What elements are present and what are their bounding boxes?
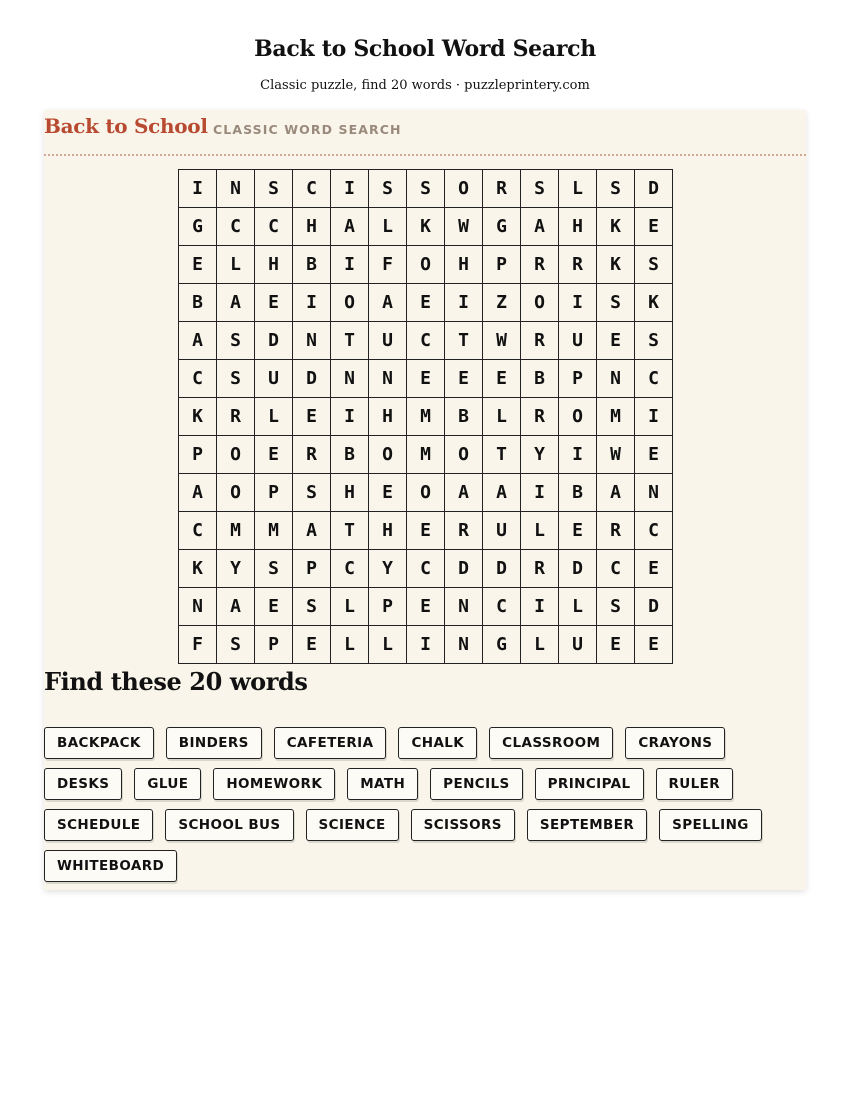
grid-cell[interactable]: R bbox=[217, 398, 255, 436]
grid-cell[interactable]: S bbox=[635, 322, 673, 360]
word-list-heading: Find these 20 words bbox=[44, 667, 308, 696]
grid-cell[interactable]: I bbox=[521, 474, 559, 512]
grid-cell[interactable]: D bbox=[293, 360, 331, 398]
grid-cell[interactable]: A bbox=[217, 284, 255, 322]
grid-cell[interactable]: Y bbox=[369, 550, 407, 588]
grid-cell[interactable]: N bbox=[597, 360, 635, 398]
grid-cell[interactable]: I bbox=[445, 284, 483, 322]
grid-cell[interactable]: I bbox=[331, 246, 369, 284]
grid-cell[interactable]: E bbox=[635, 626, 673, 664]
grid-cell[interactable]: N bbox=[445, 588, 483, 626]
word-chip[interactable]: CRAYONS bbox=[625, 727, 725, 759]
grid-cell[interactable]: E bbox=[293, 398, 331, 436]
grid-cell[interactable]: Z bbox=[483, 284, 521, 322]
grid-cell[interactable]: N bbox=[217, 170, 255, 208]
grid-cell[interactable]: L bbox=[217, 246, 255, 284]
grid-cell[interactable]: O bbox=[445, 170, 483, 208]
grid-cell[interactable]: C bbox=[331, 550, 369, 588]
grid-cell[interactable]: I bbox=[559, 436, 597, 474]
grid-cell[interactable]: A bbox=[179, 474, 217, 512]
grid-cell[interactable]: Y bbox=[521, 436, 559, 474]
grid-cell[interactable]: U bbox=[369, 322, 407, 360]
word-chip[interactable]: PRINCIPAL bbox=[535, 768, 644, 800]
word-chip[interactable]: RULER bbox=[656, 768, 734, 800]
grid-cell[interactable]: W bbox=[597, 436, 635, 474]
grid-cell[interactable]: S bbox=[217, 626, 255, 664]
grid-cell[interactable]: M bbox=[255, 512, 293, 550]
grid-cell[interactable]: E bbox=[407, 588, 445, 626]
grid-cell[interactable]: C bbox=[293, 170, 331, 208]
grid-cell[interactable]: D bbox=[483, 550, 521, 588]
grid-cell[interactable]: G bbox=[179, 208, 217, 246]
grid-cell[interactable]: S bbox=[217, 360, 255, 398]
grid-cell[interactable]: A bbox=[369, 284, 407, 322]
grid-cell[interactable]: U bbox=[559, 626, 597, 664]
grid-cell[interactable]: E bbox=[407, 284, 445, 322]
grid-cell[interactable]: S bbox=[255, 550, 293, 588]
grid-cell[interactable]: R bbox=[483, 170, 521, 208]
grid-cell[interactable]: L bbox=[559, 170, 597, 208]
grid-cell[interactable]: U bbox=[559, 322, 597, 360]
grid-cell[interactable]: S bbox=[369, 170, 407, 208]
grid-cell[interactable]: E bbox=[255, 588, 293, 626]
grid-cell[interactable]: O bbox=[445, 436, 483, 474]
grid-cell[interactable]: R bbox=[521, 322, 559, 360]
grid-cell[interactable]: O bbox=[217, 474, 255, 512]
grid-cell[interactable]: G bbox=[483, 626, 521, 664]
grid-cell[interactable]: C bbox=[483, 588, 521, 626]
grid-cell[interactable]: L bbox=[331, 588, 369, 626]
grid-cell[interactable]: D bbox=[635, 588, 673, 626]
puzzle-type-tag: CLASSIC WORD SEARCH bbox=[213, 122, 402, 137]
grid-cell[interactable]: R bbox=[521, 398, 559, 436]
grid-cell[interactable]: H bbox=[331, 474, 369, 512]
grid-cell[interactable]: M bbox=[407, 436, 445, 474]
word-chip[interactable]: SCIENCE bbox=[306, 809, 399, 841]
grid-cell[interactable]: L bbox=[331, 626, 369, 664]
grid-cell[interactable]: L bbox=[559, 588, 597, 626]
grid-cell[interactable]: I bbox=[331, 170, 369, 208]
puzzle-card bbox=[44, 110, 806, 890]
grid-cell[interactable]: P bbox=[255, 474, 293, 512]
word-chip[interactable]: CLASSROOM bbox=[489, 727, 613, 759]
word-chip[interactable]: MATH bbox=[347, 768, 418, 800]
page-title: Back to School Word Search bbox=[254, 36, 596, 62]
grid-cell[interactable]: R bbox=[559, 246, 597, 284]
grid-cell[interactable]: A bbox=[521, 208, 559, 246]
grid-cell[interactable]: L bbox=[521, 626, 559, 664]
word-chip[interactable]: SCHEDULE bbox=[44, 809, 153, 841]
grid-cell[interactable]: W bbox=[445, 208, 483, 246]
grid-cell[interactable]: U bbox=[255, 360, 293, 398]
grid-cell[interactable]: C bbox=[179, 360, 217, 398]
grid-cell[interactable]: B bbox=[521, 360, 559, 398]
grid-cell[interactable]: C bbox=[597, 550, 635, 588]
grid-cell[interactable]: P bbox=[369, 588, 407, 626]
grid-cell[interactable]: R bbox=[293, 436, 331, 474]
grid-cell[interactable]: E bbox=[635, 550, 673, 588]
grid-cell[interactable]: Y bbox=[217, 550, 255, 588]
grid-cell[interactable]: H bbox=[559, 208, 597, 246]
word-chip[interactable]: CAFETERIA bbox=[274, 727, 387, 759]
grid-cell[interactable]: S bbox=[217, 322, 255, 360]
grid-cell[interactable]: I bbox=[635, 398, 673, 436]
grid-cell[interactable]: E bbox=[635, 208, 673, 246]
grid-cell[interactable]: P bbox=[255, 626, 293, 664]
grid-cell[interactable]: S bbox=[255, 170, 293, 208]
word-chip[interactable]: BINDERS bbox=[166, 727, 262, 759]
grid-cell[interactable]: I bbox=[179, 170, 217, 208]
grid-cell[interactable]: N bbox=[179, 588, 217, 626]
grid-cell[interactable]: B bbox=[445, 398, 483, 436]
grid-cell[interactable]: B bbox=[331, 436, 369, 474]
grid-cell[interactable]: P bbox=[179, 436, 217, 474]
grid-cell[interactable]: E bbox=[293, 626, 331, 664]
grid-cell[interactable]: B bbox=[179, 284, 217, 322]
grid-cell[interactable]: L bbox=[369, 626, 407, 664]
card-header bbox=[44, 110, 806, 156]
grid-cell[interactable]: S bbox=[407, 170, 445, 208]
grid-cell[interactable]: K bbox=[179, 550, 217, 588]
grid-cell[interactable]: O bbox=[217, 436, 255, 474]
grid-cell[interactable]: H bbox=[369, 512, 407, 550]
grid-cell[interactable]: T bbox=[331, 512, 369, 550]
grid-cell[interactable]: R bbox=[521, 246, 559, 284]
word-chip[interactable]: GLUE bbox=[134, 768, 201, 800]
word-chip[interactable]: CHALK bbox=[398, 727, 477, 759]
grid-cell[interactable]: N bbox=[369, 360, 407, 398]
grid-cell[interactable]: T bbox=[445, 322, 483, 360]
grid-cell[interactable]: C bbox=[407, 322, 445, 360]
grid-cell[interactable]: F bbox=[369, 246, 407, 284]
word-chip[interactable]: DESKS bbox=[44, 768, 122, 800]
word-chip[interactable]: SCHOOL BUS bbox=[165, 809, 293, 841]
grid-cell[interactable]: S bbox=[597, 170, 635, 208]
word-chip[interactable]: SCISSORS bbox=[411, 809, 515, 841]
grid-cell[interactable]: I bbox=[407, 626, 445, 664]
grid-cell[interactable]: I bbox=[331, 398, 369, 436]
grid-cell[interactable]: W bbox=[483, 322, 521, 360]
grid-cell[interactable]: S bbox=[597, 588, 635, 626]
grid-cell[interactable]: S bbox=[293, 474, 331, 512]
grid-cell[interactable]: L bbox=[521, 512, 559, 550]
word-chip[interactable]: SEPTEMBER bbox=[527, 809, 647, 841]
grid-cell[interactable]: C bbox=[635, 512, 673, 550]
grid-cell[interactable]: B bbox=[293, 246, 331, 284]
grid-cell[interactable]: M bbox=[597, 398, 635, 436]
grid-cell[interactable]: I bbox=[521, 588, 559, 626]
word-chip[interactable]: WHITEBOARD bbox=[44, 850, 177, 882]
word-list bbox=[44, 727, 806, 882]
grid-cell[interactable]: A bbox=[483, 474, 521, 512]
grid-cell[interactable]: I bbox=[559, 284, 597, 322]
grid-cell[interactable]: E bbox=[179, 246, 217, 284]
grid-cell[interactable]: P bbox=[293, 550, 331, 588]
grid-cell[interactable]: L bbox=[255, 398, 293, 436]
grid-cell[interactable]: L bbox=[369, 208, 407, 246]
grid-cell[interactable]: N bbox=[445, 626, 483, 664]
grid-cell[interactable]: L bbox=[483, 398, 521, 436]
grid-cell[interactable]: O bbox=[331, 284, 369, 322]
grid-cell[interactable]: K bbox=[597, 246, 635, 284]
grid-cell[interactable]: E bbox=[445, 360, 483, 398]
grid-cell[interactable]: C bbox=[635, 360, 673, 398]
grid-cell[interactable]: E bbox=[255, 284, 293, 322]
grid-cell[interactable]: P bbox=[559, 360, 597, 398]
grid-cell[interactable]: N bbox=[331, 360, 369, 398]
grid-cell[interactable]: E bbox=[559, 512, 597, 550]
word-chip[interactable]: HOMEWORK bbox=[213, 768, 335, 800]
grid-cell[interactable]: K bbox=[597, 208, 635, 246]
grid-cell[interactable]: U bbox=[483, 512, 521, 550]
grid-cell[interactable]: C bbox=[407, 550, 445, 588]
grid-cell[interactable]: R bbox=[521, 550, 559, 588]
grid-cell[interactable]: F bbox=[179, 626, 217, 664]
grid-cell[interactable]: E bbox=[597, 322, 635, 360]
grid-cell[interactable]: C bbox=[179, 512, 217, 550]
grid-cell[interactable]: T bbox=[483, 436, 521, 474]
grid-cell[interactable]: S bbox=[597, 284, 635, 322]
grid-cell[interactable]: P bbox=[483, 246, 521, 284]
grid-cell[interactable]: N bbox=[293, 322, 331, 360]
grid-cell[interactable]: O bbox=[559, 398, 597, 436]
word-chip[interactable]: SPELLING bbox=[659, 809, 762, 841]
grid-cell[interactable]: R bbox=[597, 512, 635, 550]
grid-cell[interactable]: G bbox=[483, 208, 521, 246]
grid-cell[interactable]: O bbox=[407, 474, 445, 512]
grid-cell[interactable]: A bbox=[445, 474, 483, 512]
grid-cell[interactable]: E bbox=[407, 360, 445, 398]
grid-cell[interactable]: C bbox=[217, 208, 255, 246]
grid-cell[interactable]: D bbox=[635, 170, 673, 208]
grid-cell[interactable]: O bbox=[521, 284, 559, 322]
page-subtitle: Classic puzzle, find 20 words · puzzleprintery.com bbox=[260, 78, 590, 93]
grid-cell[interactable]: I bbox=[293, 284, 331, 322]
grid-cell[interactable]: A bbox=[179, 322, 217, 360]
grid-cell[interactable]: E bbox=[635, 436, 673, 474]
letter-grid bbox=[178, 169, 673, 664]
grid-cell[interactable]: E bbox=[255, 436, 293, 474]
grid-cell[interactable]: R bbox=[445, 512, 483, 550]
grid-cell[interactable]: D bbox=[255, 322, 293, 360]
grid-cell[interactable]: N bbox=[635, 474, 673, 512]
grid-cell[interactable]: D bbox=[445, 550, 483, 588]
grid-cell[interactable]: S bbox=[521, 170, 559, 208]
grid-cell[interactable]: H bbox=[293, 208, 331, 246]
grid-cell[interactable]: E bbox=[369, 474, 407, 512]
grid-cell[interactable]: C bbox=[255, 208, 293, 246]
grid-cell[interactable]: H bbox=[255, 246, 293, 284]
grid-cell[interactable]: K bbox=[179, 398, 217, 436]
grid-cell[interactable]: K bbox=[407, 208, 445, 246]
grid-cell[interactable]: O bbox=[407, 246, 445, 284]
grid-cell[interactable]: O bbox=[369, 436, 407, 474]
grid-cell[interactable]: A bbox=[331, 208, 369, 246]
grid-cell[interactable]: A bbox=[217, 588, 255, 626]
grid-cell[interactable]: S bbox=[293, 588, 331, 626]
grid-cell[interactable]: A bbox=[293, 512, 331, 550]
grid-cell[interactable]: K bbox=[635, 284, 673, 322]
grid-cell[interactable]: S bbox=[635, 246, 673, 284]
word-chip[interactable]: PENCILS bbox=[430, 768, 522, 800]
grid-cell[interactable]: E bbox=[407, 512, 445, 550]
grid-cell[interactable]: M bbox=[407, 398, 445, 436]
grid-cell[interactable]: E bbox=[483, 360, 521, 398]
grid-cell[interactable]: E bbox=[597, 626, 635, 664]
grid-cell[interactable]: M bbox=[217, 512, 255, 550]
grid-cell[interactable]: B bbox=[559, 474, 597, 512]
grid-cell[interactable]: D bbox=[559, 550, 597, 588]
grid-cell[interactable]: A bbox=[597, 474, 635, 512]
puzzle-brand-title: Back to School bbox=[44, 114, 208, 138]
word-chip[interactable]: BACKPACK bbox=[44, 727, 154, 759]
grid-cell[interactable]: H bbox=[369, 398, 407, 436]
grid-cell[interactable]: H bbox=[445, 246, 483, 284]
grid-cell[interactable]: T bbox=[331, 322, 369, 360]
